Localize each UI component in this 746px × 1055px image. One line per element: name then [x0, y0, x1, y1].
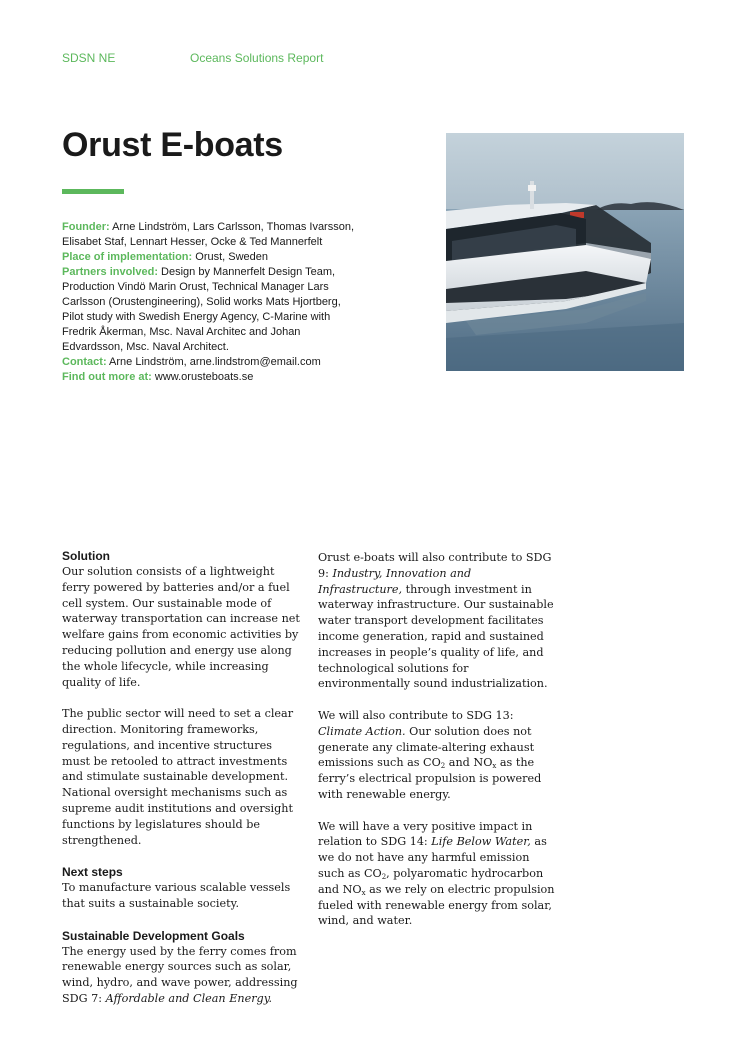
nox-subscript: x	[492, 762, 497, 771]
more-label: Find out more at:	[62, 371, 152, 383]
sdg-13-text-end: as the ferry’s electrical propulsion is powered with renewable energy.	[318, 756, 542, 801]
sdg-14-text-mid: as we do not have any harmful emission such as CO	[318, 835, 547, 880]
ferry-photo	[446, 133, 684, 371]
sdg-9-paragraph	[318, 550, 556, 692]
solution-paragraph-1: Our solution consists of a lightweight ferry powered by batteries and/or a fuel cell system. Our sustainable mode of waterway transportation can increase net welfare gains from economic activities by reducing pollution and energy use along the whole lifecycle, while increasing quality of life.	[62, 565, 300, 689]
title-underline	[62, 189, 124, 194]
solution-paragraph-2: The public sector will need to set a clear direction. Monitoring frameworks, regulations, and incentive structures must be retooled to attract investments and stimulate sustainable development. National oversight mechanisms such as supreme audit institutions and oversight functions by legislatures should be strengthened.	[62, 707, 294, 847]
project-info	[62, 220, 362, 385]
next-steps-paragraph: To manufacture various scalable vessels that suits a sustainable society.	[62, 881, 291, 910]
sdg-paragraph-text: The energy used by the ferry comes from renewable energy sources such as solar, wind, hydro, and wave power, addressing SDG 7:	[62, 944, 298, 1005]
sdg-13-paragraph	[318, 708, 556, 803]
sdg-heading: Sustainable Development Goals	[62, 928, 245, 943]
founder-label: Founder:	[62, 221, 110, 233]
sdg-14-paragraph	[318, 819, 556, 930]
place-label: Place of implementation:	[62, 251, 193, 263]
page-title: Orust E-boats	[62, 126, 283, 164]
sdg-9-text-start: Orust e-boats will also contribute to SDG 9:	[318, 551, 552, 580]
header-org: SDSN NE	[62, 51, 116, 65]
sdg-9-name: Industry, Innovation and Infrastructure,	[318, 566, 472, 596]
sdg-14-text-end: as we rely on electric propulsion fueled with renewable energy from solar, wind, and water.	[318, 882, 555, 928]
solution-heading: Solution	[62, 549, 110, 563]
right-column	[318, 550, 556, 945]
left-column	[62, 548, 300, 1023]
sdg-paragraph	[62, 944, 300, 1007]
next-steps-heading: Next steps	[62, 865, 123, 880]
founder-text: Arne Lindström, Lars Carlsson, Thomas Ivarsson, Elisabet Staf, Lennart Hesser, Ocke & Ted Mannerfelt	[62, 221, 355, 248]
co2-subscript: 2	[381, 872, 387, 881]
sdg-13-text-and: and NO	[445, 756, 493, 770]
sdg-13-text-mid: Our solution does not generate any climate-altering exhaust emissions such as CO	[318, 724, 535, 770]
more-link[interactable]: www.orusteboats.se	[151, 371, 254, 383]
header-report-title: Oceans Solutions Report	[190, 51, 324, 65]
sdg-13-text-start: We will also contribute to SDG 13:	[318, 708, 514, 722]
sdg-13-name: Climate Action.	[318, 724, 406, 738]
partners-label: Partners involved:	[62, 266, 158, 278]
contact-text: Arne Lindström, arne.lindstrom@email.com	[106, 356, 321, 368]
sdg-14-text-start: We will have a very positive impact in relation to SDG 14:	[318, 819, 533, 849]
sdg-7-name: Affordable and Clean Energy.	[105, 991, 273, 1005]
place-text: Orust, Sweden	[192, 251, 269, 263]
nox-subscript: x	[361, 888, 366, 897]
sdg-9-text-end: through investment in waterway infrastructure. Our sustainable water transport development facilitates income generation, rapid and sustained increases in people’s quality of life, and technological solutions for environmentally sound industrialization.	[318, 582, 554, 691]
co2-subscript: 2	[440, 762, 446, 771]
sdg-14-text-mid2: , polyaromatic hydrocarbon and NO	[318, 866, 544, 896]
partners-text: Design by Mannerfelt Design Team, Production Vindö Marin Orust, Technical Manager Lars Carlsson (Orustengineering), Solid works Mats Hjortberg, Pilot study with Swedish Energy Agency, C-Marine with Fredrik Åkerman, Msc. Naval Architec and Johan Edvardsson, Msc. Naval Architect.	[62, 266, 341, 353]
sdg-14-name: Life Below Water,	[431, 835, 531, 849]
contact-label: Contact:	[62, 356, 107, 368]
